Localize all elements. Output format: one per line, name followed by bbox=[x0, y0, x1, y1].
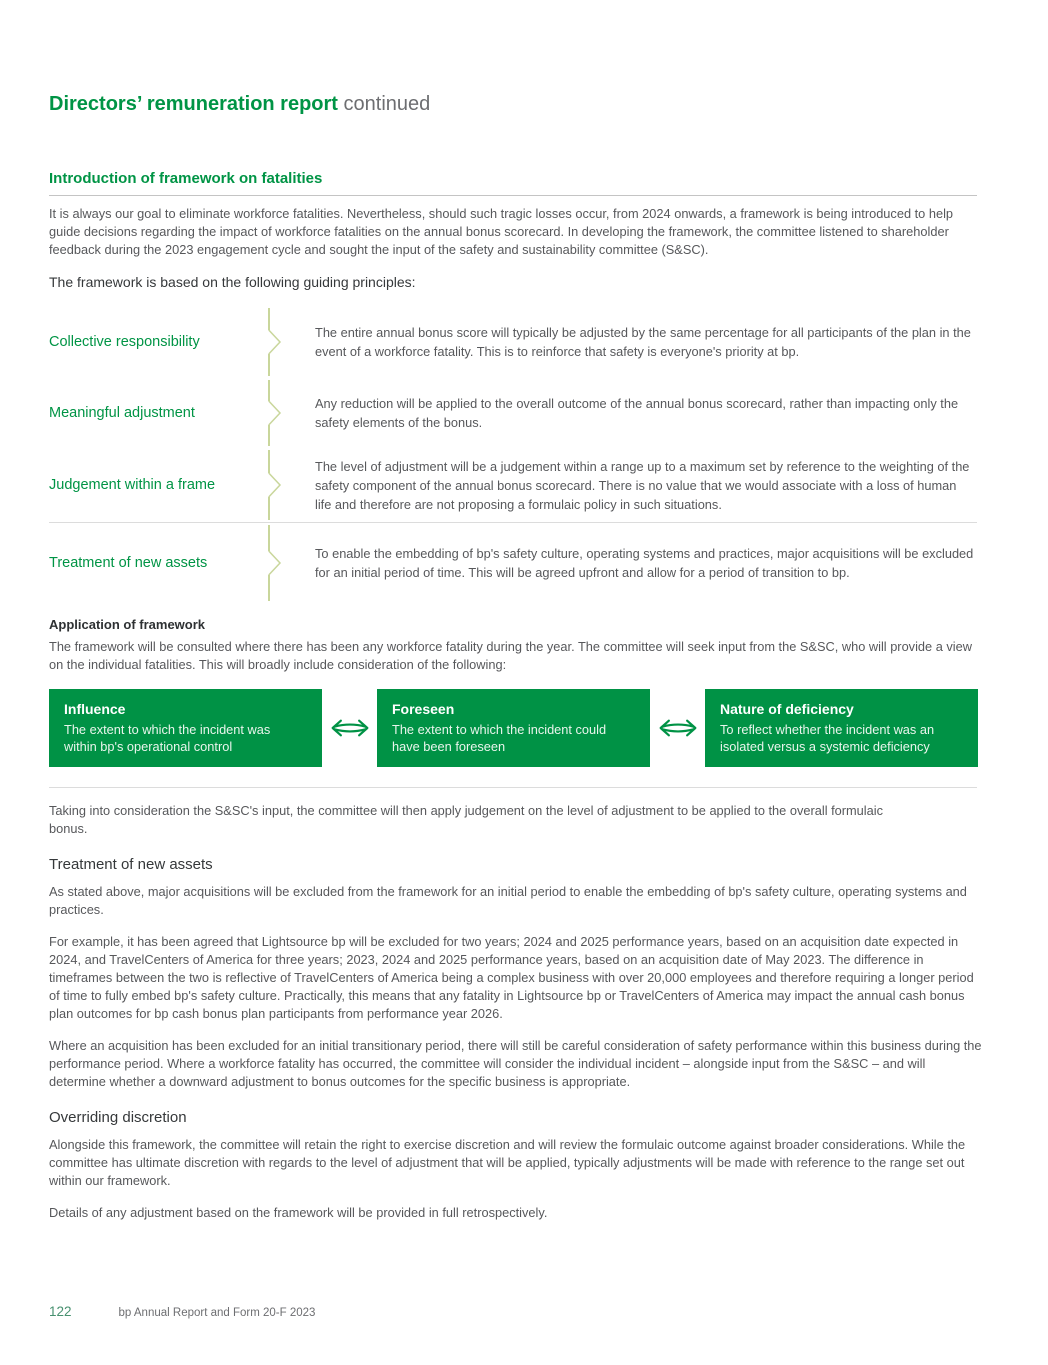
paragraph: Details of any adjustment based on the framework will be provided in full retrospectively. bbox=[49, 1205, 548, 1220]
application-conclusion: Taking into consideration the S&SC's input, the committee will then apply judgement on the level of adjustment to be applied to the overall formulaic bonus. bbox=[49, 803, 884, 836]
treatment-heading: Treatment of new assets bbox=[49, 856, 213, 873]
principle-label: Collective responsibility bbox=[49, 334, 200, 350]
principle-text: Any reduction will be applied to the overall outcome of the annual bonus scorecard, rather than impacting only the safety elements of the bonus. bbox=[315, 396, 959, 430]
chevron-right-icon bbox=[261, 448, 287, 522]
factor-box-influence bbox=[49, 689, 322, 767]
treatment-section bbox=[49, 883, 985, 1091]
page-number: 122 bbox=[49, 1304, 72, 1319]
paragraph: Where an acquisition has been excluded for an initial transitionary period, there will still be careful consideration of safety performance within this business during the performance period. Where a workforce fatality has occurred, the committee will consider the individual incident – alongside input from the S&SC – and will determine whether a downward adjustment to bonus outcomes for the specific business is appropriate. bbox=[49, 1038, 982, 1089]
section-intro: It is always our goal to eliminate workforce fatalities. Nevertheless, should such tragic losses occur, from 2024 onwards, a framework is being introduced to help guide decisions regarding the impact of workforce fatalities on the annual bonus scorecard. In developing the framework, the committee listened to shareholder feedback during the 2023 engagement cycle and sought the input of the safety and sustainability committee (S&SC). bbox=[49, 206, 954, 257]
principle-text: The entire annual bonus score will typically be adjusted by the same percentage for all participants of the plan in the event of a workforce fatality. This is to reinforce that safety is everyone's priority at bp. bbox=[315, 325, 971, 359]
principle-label: Judgement within a frame bbox=[49, 477, 216, 493]
factor-title: Foreseen bbox=[392, 701, 455, 717]
principle-text: The level of adjustment will be a judgement within a range up to a maximum set by reference to the weighting of the safety component of the annual bonus scorecard. There is no value that we would associate with a loss of human life and therefore are not proposing a formulaic policy in such situations. bbox=[315, 458, 970, 512]
factor-text: To reflect whether the incident was an isolated versus a systemic deficiency bbox=[720, 722, 935, 754]
principle-row-collective-responsibility bbox=[49, 306, 985, 378]
page-title bbox=[49, 92, 985, 116]
paragraph: As stated above, major acquisitions will be excluded from the framework for an initial period to enable the embedding of bp's safety culture, operating systems and practices. bbox=[49, 884, 967, 917]
factor-text: The extent to which the incident was within bp's operational control bbox=[64, 722, 271, 754]
paragraph: For example, it has been agreed that Lightsource bp will be excluded for two years; 2024 and 2025 performance years, based on an acquisition date expected in 2024, and TravelCenters of America for three years; 2023, 2024 and 2025 performance years, based on an acquisition date of May 2023. The difference in timeframes between the two is reflective of TravelCenters of America being a complex business with over 20,000 employees and therefore requiring a longer period of time to fully embed bp's safety culture. Practically, this means that any fatality in Lightsource bp or TravelCenters of America may impact the annual cash bonus plan outcomes for bp cash bonus plan participants from performance year 2026. bbox=[49, 934, 974, 1021]
factor-box-foreseen bbox=[377, 689, 650, 767]
application-body: The framework will be consulted where there has been any workforce fatality during the year. The committee will seek input from the S&SC, who will provide a view on the individual fatalities. This will broadly include consideration of the following: bbox=[49, 639, 972, 672]
application-heading: Application of framework bbox=[49, 617, 206, 632]
principle-row-meaningful-adjustment bbox=[49, 378, 985, 448]
chevron-right-icon bbox=[261, 306, 287, 378]
paragraph: Alongside this framework, the committee will retain the right to exercise discretion and will review the formulaic outcome against broader considerations. While the committee has ultimate discretion with regards to the level of adjustment that will be applied, typically adjustments will be made with reference to the range set out within our framework. bbox=[49, 1137, 966, 1188]
consideration-factors bbox=[49, 689, 979, 767]
double-arrow-icon bbox=[322, 689, 377, 767]
report-name: bp Annual Report and Form 20-F 2023 bbox=[118, 1307, 316, 1319]
principle-row-judgement-within-a-frame bbox=[49, 448, 985, 522]
section-heading: Introduction of framework on fatalities bbox=[49, 170, 977, 196]
factor-title: Influence bbox=[64, 701, 126, 717]
principle-text: To enable the embedding of bp's safety culture, operating systems and practices, major acquisitions will be excluded for an initial period of time. This will be agreed upfront and allow for a period of transition to bp. bbox=[315, 546, 974, 580]
chevron-right-icon bbox=[261, 378, 287, 448]
factor-text: The extent to which the incident could have been foreseen bbox=[392, 722, 607, 754]
page-footer bbox=[49, 1304, 315, 1319]
divider bbox=[49, 787, 977, 788]
chevron-right-icon bbox=[261, 523, 287, 603]
page-title-continued: continued bbox=[337, 93, 431, 115]
principle-row-treatment-of-new-assets bbox=[49, 523, 985, 603]
discretion-heading: Overriding discretion bbox=[49, 1109, 187, 1126]
double-arrow-icon bbox=[650, 689, 705, 767]
page-title-main: Directors’ remuneration report bbox=[49, 93, 338, 115]
guiding-principles bbox=[49, 306, 985, 603]
principle-label: Treatment of new assets bbox=[49, 555, 208, 571]
principle-label: Meaningful adjustment bbox=[49, 405, 195, 421]
discretion-section bbox=[49, 1136, 985, 1222]
factor-box-nature-of-deficiency bbox=[705, 689, 978, 767]
factor-title: Nature of deficiency bbox=[720, 701, 854, 717]
principles-lead-in: The framework is based on the following guiding principles: bbox=[49, 274, 416, 290]
